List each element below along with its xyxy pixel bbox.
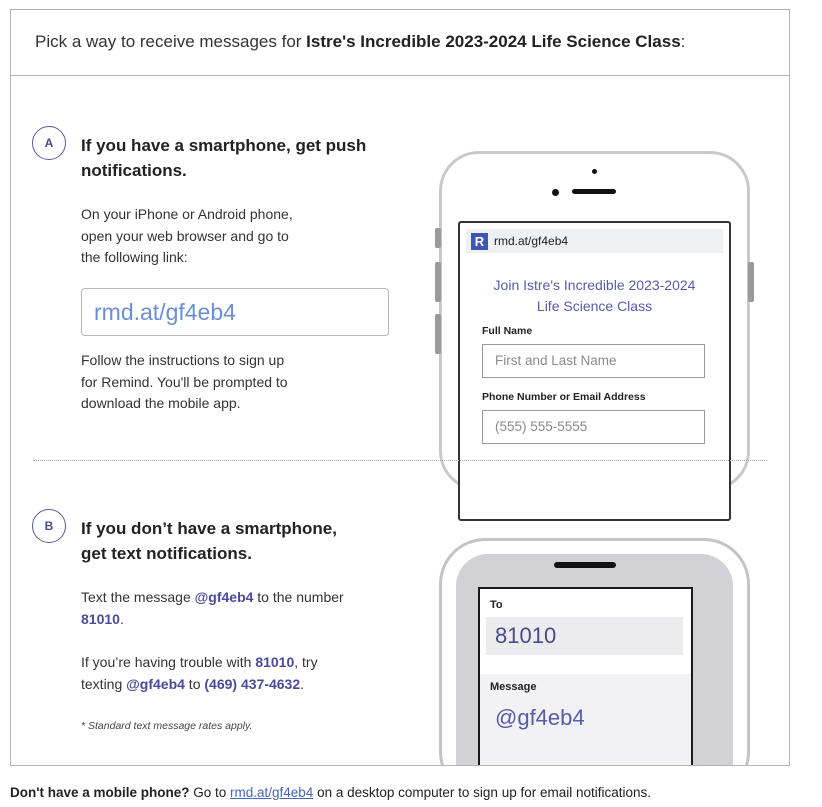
footer-note: Don't have a mobile phone? Go to rmd.at/gf4eb4 on a desktop computer to sign up for email notifications. bbox=[10, 785, 652, 800]
signup-card bbox=[10, 9, 790, 766]
browser-url-bar[interactable] bbox=[466, 229, 723, 253]
full-name-label: Full Name bbox=[482, 325, 533, 337]
option-b-text-instructions: Text the message @gf4eb4 to the number 81010. bbox=[81, 589, 344, 627]
header-text: Pick a way to receive messages for Istre's Incredible 2023-2024 Life Science Class: bbox=[35, 32, 686, 51]
class-name: Istre's Incredible 2023-2024 Life Science Class bbox=[306, 32, 681, 51]
smartphone-illustration bbox=[439, 151, 750, 491]
phone-power-button bbox=[748, 262, 754, 302]
contact-label: Phone Number or Email Address bbox=[482, 391, 646, 403]
section-divider bbox=[33, 460, 767, 461]
remind-logo-icon: R bbox=[471, 233, 488, 250]
feature-phone-illustration bbox=[439, 538, 750, 766]
phone-speaker bbox=[554, 562, 616, 568]
contact-input[interactable]: (555) 555-5555 bbox=[482, 410, 705, 444]
phone-volume-down bbox=[435, 314, 441, 354]
full-name-input[interactable]: First and Last Name bbox=[482, 344, 705, 378]
badge-a: A bbox=[32, 126, 66, 160]
alt-number-text: (469) 437-4632 bbox=[204, 675, 301, 692]
message-label: Message bbox=[490, 681, 537, 693]
phone-camera bbox=[552, 189, 559, 196]
phone-speaker bbox=[572, 189, 616, 194]
option-a-instructions: On your iPhone or Android phone, open your web browser and go to the following link: bbox=[81, 206, 293, 265]
join-link-box[interactable]: rmd.at/gf4eb4 bbox=[81, 288, 389, 336]
option-a-follow: Follow the instructions to sign up for Remind. You'll be prompted to download the mobile app. bbox=[81, 352, 288, 411]
badge-b: B bbox=[32, 509, 66, 543]
rates-disclaimer: * Standard text message rates apply. bbox=[81, 720, 253, 732]
footer-link[interactable]: rmd.at/gf4eb4 bbox=[230, 785, 314, 800]
sms-screen bbox=[478, 587, 693, 766]
option-b-title: If you don’t have a smartphone, get text notifications. bbox=[81, 519, 337, 563]
join-class-title: Join Istre's Incredible 2023-2024 Life Science Class bbox=[493, 277, 696, 314]
code-text: @gf4eb4 bbox=[194, 589, 254, 605]
phone-side-button bbox=[435, 228, 441, 248]
option-b-trouble: If you’re having trouble with 81010, try texting @gf4eb4 to (469) 437-4632. bbox=[81, 654, 318, 692]
phone-screen bbox=[458, 221, 731, 521]
card-header bbox=[11, 10, 789, 76]
url-text: rmd.at/gf4eb4 bbox=[494, 234, 569, 248]
phone-volume-up bbox=[435, 262, 441, 302]
option-a-title: If you have a smartphone, get push notifications. bbox=[81, 136, 367, 180]
phone-sensor bbox=[592, 169, 597, 174]
to-label: To bbox=[490, 599, 503, 611]
number-text: 81010 bbox=[81, 610, 120, 627]
to-field[interactable]: 81010 bbox=[486, 617, 683, 655]
message-field[interactable]: @gf4eb4 bbox=[495, 705, 585, 730]
